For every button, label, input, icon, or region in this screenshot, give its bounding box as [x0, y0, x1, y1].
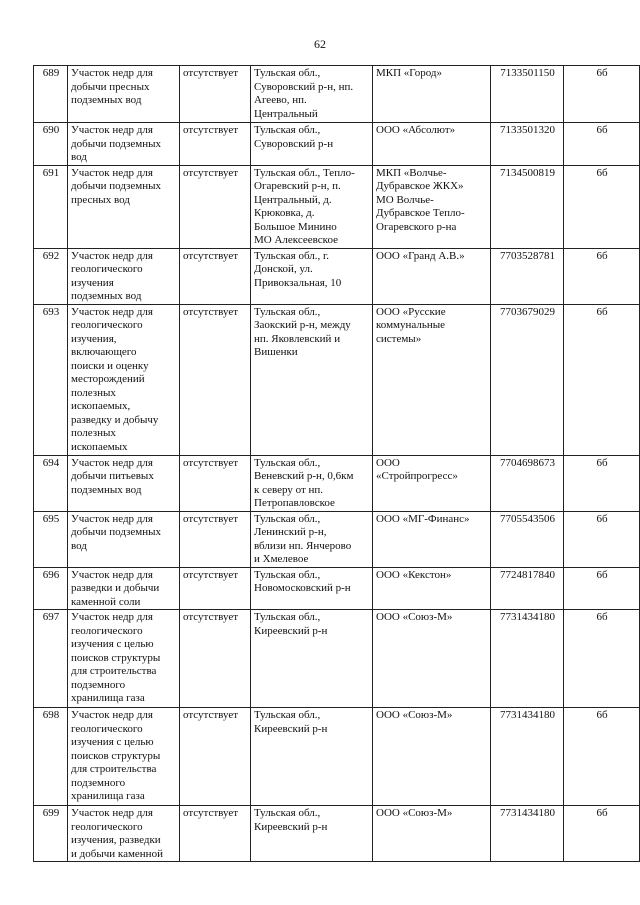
code-cell: 6б [564, 511, 640, 567]
inn-cell: 7731434180 [491, 610, 564, 708]
row-number: 690 [34, 123, 68, 166]
code-cell: 6б [564, 248, 640, 304]
inn-cell: 7133501320 [491, 123, 564, 166]
table-row [34, 610, 640, 708]
plot-name: Участок недр для добычи подземных вод [68, 123, 180, 166]
row-number: 697 [34, 610, 68, 708]
user-cell: МКП «Волчье- Дубравское ЖКХ» МО Волчье- Дубравское Тепло- Огаревского р-на [373, 165, 491, 248]
status-cell: отсутствует [180, 66, 251, 123]
plot-name: Участок недр для добычи подземных пресных вод [68, 165, 180, 248]
code-cell: 6б [564, 123, 640, 166]
user-cell: ООО «Союз-М» [373, 708, 491, 806]
user-cell: МКП «Город» [373, 66, 491, 123]
table-row [34, 66, 640, 123]
code-cell: 6б [564, 165, 640, 248]
location-cell: Тульская обл., Киреевский р-н [251, 610, 373, 708]
plot-name: Участок недр для геологического изучения с целью поисков структуры для строительства подземного хранилища газа [68, 708, 180, 806]
table-body [34, 66, 640, 862]
status-cell: отсутствует [180, 511, 251, 567]
table-row [34, 165, 640, 248]
plot-name: Участок недр для добычи питьевых подземных вод [68, 455, 180, 511]
row-number: 695 [34, 511, 68, 567]
table-row [34, 248, 640, 304]
table-row [34, 304, 640, 455]
code-cell: 6б [564, 66, 640, 123]
row-number: 689 [34, 66, 68, 123]
table-row [34, 123, 640, 166]
plot-name: Участок недр для добычи пресных подземных вод [68, 66, 180, 123]
plot-name: Участок недр для геологического изучения, включающего поиски и оценку месторождений полезных ископаемых, разведку и добычу полезных ископаемых [68, 304, 180, 455]
inn-cell: 7133501150 [491, 66, 564, 123]
status-cell: отсутствует [180, 610, 251, 708]
row-number: 694 [34, 455, 68, 511]
status-cell: отсутствует [180, 708, 251, 806]
row-number: 691 [34, 165, 68, 248]
page-number: 62 [314, 37, 326, 51]
table-row [34, 567, 640, 610]
plot-name: Участок недр для геологического изучения, разведки и добычи каменной [68, 806, 180, 862]
user-cell: ООО «Союз-М» [373, 806, 491, 862]
inn-cell: 7705543506 [491, 511, 564, 567]
user-cell: ООО «Абсолют» [373, 123, 491, 166]
location-cell: Тульская обл., Веневский р-н, 0,6км к северу от нп. Петропавловское [251, 455, 373, 511]
status-cell: отсутствует [180, 304, 251, 455]
inn-cell: 7704698673 [491, 455, 564, 511]
location-cell: Тульская обл., Тепло- Огаревский р-н, п. Центральный, д. Крюковка, д. Большое Минино МО Алексеевское [251, 165, 373, 248]
status-cell: отсутствует [180, 248, 251, 304]
inn-cell: 7134500819 [491, 165, 564, 248]
status-cell: отсутствует [180, 567, 251, 610]
row-number: 692 [34, 248, 68, 304]
location-cell: Тульская обл., Суворовский р-н [251, 123, 373, 166]
location-cell: Тульская обл., Киреевский р-н [251, 806, 373, 862]
plot-name: Участок недр для разведки и добычи каменной соли [68, 567, 180, 610]
user-cell: ООО «МГ-Финанс» [373, 511, 491, 567]
status-cell: отсутствует [180, 455, 251, 511]
inn-cell: 7703679029 [491, 304, 564, 455]
table-row [34, 806, 640, 862]
table-row [34, 511, 640, 567]
table-row [34, 455, 640, 511]
table-row [34, 708, 640, 806]
plot-name: Участок недр для добычи подземных вод [68, 511, 180, 567]
location-cell: Тульская обл., Ленинский р-н, вблизи нп. Янчерово и Хмелевое [251, 511, 373, 567]
row-number: 699 [34, 806, 68, 862]
code-cell: 6б [564, 455, 640, 511]
user-cell: ООО «Стройпрогресс» [373, 455, 491, 511]
user-cell: ООО «Союз-М» [373, 610, 491, 708]
location-cell: Тульская обл., Новомосковский р-н [251, 567, 373, 610]
inn-cell: 7703528781 [491, 248, 564, 304]
subsoil-registry-table [33, 65, 640, 862]
location-cell: Тульская обл., Суворовский р-н, нп. Агеево, нп. Центральный [251, 66, 373, 123]
inn-cell: 7731434180 [491, 806, 564, 862]
status-cell: отсутствует [180, 165, 251, 248]
plot-name: Участок недр для геологического изучения подземных вод [68, 248, 180, 304]
inn-cell: 7724817840 [491, 567, 564, 610]
code-cell: 6б [564, 708, 640, 806]
location-cell: Тульская обл., Киреевский р-н [251, 708, 373, 806]
location-cell: Тульская обл., Заокский р-н, между нп. Яковлевский и Вишенки [251, 304, 373, 455]
user-cell: ООО «Кекстон» [373, 567, 491, 610]
row-number: 693 [34, 304, 68, 455]
user-cell: ООО «Русские коммунальные системы» [373, 304, 491, 455]
status-cell: отсутствует [180, 806, 251, 862]
status-cell: отсутствует [180, 123, 251, 166]
code-cell: 6б [564, 304, 640, 455]
row-number: 696 [34, 567, 68, 610]
user-cell: ООО «Гранд А.В.» [373, 248, 491, 304]
code-cell: 6б [564, 610, 640, 708]
inn-cell: 7731434180 [491, 708, 564, 806]
plot-name: Участок недр для геологического изучения с целью поисков структуры для строительства подземного хранилища газа [68, 610, 180, 708]
location-cell: Тульская обл., г. Донской, ул. Привокзальная, 10 [251, 248, 373, 304]
code-cell: 6б [564, 567, 640, 610]
code-cell: 6б [564, 806, 640, 862]
row-number: 698 [34, 708, 68, 806]
